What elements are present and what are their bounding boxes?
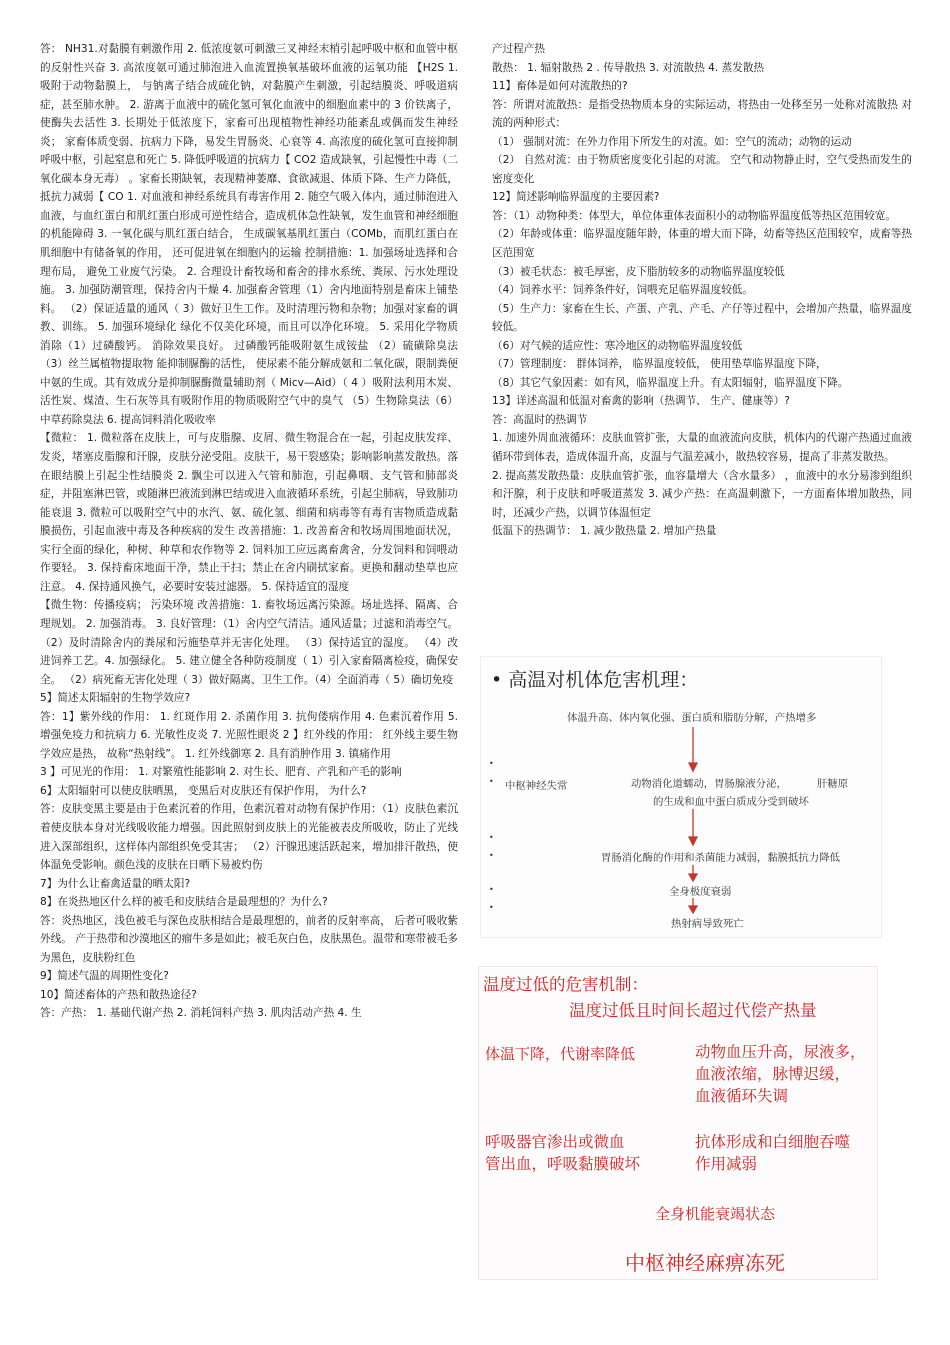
final-state: 全身机能衰竭状态 (655, 1205, 776, 1223)
flow-step: 的生成和血中蛋白质成分受到破坏 (653, 796, 809, 808)
question-heading: 13】详述高温和低温对畜禽的影响（热调节、 生产、健康等）? (492, 395, 790, 408)
bullet-icon: • (489, 885, 494, 894)
question-heading: 10】简述畜体的产热和散热途径? (40, 988, 197, 1001)
flow-step: 热射病导致死亡 (671, 918, 744, 930)
paragraph: 答：1】紫外线的作用： 1. 红斑作用 2. 杀菌作用 3. 抗佝偻病作用 4. 色素沉着作用 5. 增强免疫力和抗病力 6. 光敏性皮炎 7. 光照性眼炎 2 】红外线的作用： 红外线主要生物学效应是热， 故称“热射线”。 1. 红外线御寒 2. 具有消肿作用 3. 镇痛作用 (40, 710, 458, 760)
effect-line: 血液循环失调 (695, 1087, 789, 1105)
paragraph: （6）对气候的适应性：寒冷地区的动物临界温度较低 (492, 339, 743, 352)
paragraph: 答： NH31.对黏膜有刺激作用 2. 低浓度氨可刺激三叉神经末梢引起呼吸中枢和血管中枢的反射性兴奋 3. 高浓度氨可通过肺泡进入血流置换氧基破坏血液的运氧功能 【H2S 1. 吸附于动物黏膜上， 与钠离子结合成硫化钠，对黏膜产生刺激，引起结膜炎、呼吸道病症，甚至肺水肿。 2. 游离于血液中的硫化氢可氧化血液中的细胞血素中的 3 价铁离子，使酶失去活性 3. 长期处于低浓度下，家畜可出现植物性神经功能紊乱或偶而发生神经炎； 家畜体质变弱、抗病力下降，易发生胃肠炎、心衰等 4. 高浓度的硫化氢可直接抑制呼吸中枢，引起窒息和死亡 5. 降低呼吸道的抗病力【 CO2 造成缺氧，引起慢性中毒（二氧化碳本身无毒） 。家畜长期缺氧，表现精神萎靡、食欲减退、体质下降、生产力降低，抵抗力减弱【 CO 1. 对血液和神经系统具有毒害作用 2. 随空气吸入体内，通过肺泡进入血液，与血红蛋白和肌红蛋白形成可逆性结合，造成机体急性缺氧，发生血管和神经细胞的机能障碍 3. 一氧化碳与肌红蛋白结合， 生成碳氧基肌红蛋白（COMb，而肌红蛋白在肌细胞中有储备氧的作用， 还可促进氧在细胞内的运输 控制措施：1. 加强场址选择和合理布局， 避免工业废气污染。 2. 合理设计畜牧场和畜舍的排水系统、粪尿、污水处理设施。 3. 加强防潮管理，保持舍内干燥 4. 加强畜舍管理（1）舍内地面特别是畜床上铺垫料。 （2）保证适量的通风（ 3）做好卫生工作。及时清理污物和杂物；加强对家畜的调教、训练。 5. 加强环境绿化 绿化不仅美化环境，而且可以净化环境。 5. 采用化学物质消除（1）过磷酸钙。 消除效果良好。 过磷酸钙能吸附氨生成铵盐 （2）硫磺除臭法 （3）丝兰属植物提取物 能抑制脲酶的活性， 使尿素不能分解成氨和二氧化碳，限制粪便中氨的生成。其有效成分是抑制脲酶微量辅助剂（ Micv—Aid）（ 4 ）吸附法利用木炭、活性炭、煤渣、生石灰等具有吸附作用的物质吸附空气中的臭气 （5）生物除臭法（6）中草药除臭法 6. 提高饲料消化吸收率 (40, 43, 458, 426)
paragraph: 产过程产热 (492, 43, 545, 55)
figure-title: • 高温对机体危害机理： (491, 669, 699, 691)
effect-line: 管出血，呼吸黏膜破坏 (485, 1155, 641, 1173)
paragraph: 答：炎热地区，浅色被毛与深色皮肤相结合是最理想的，前者的反射率高， 后者可吸收紫外线。 产于热带和沙漠地区的瘤牛多是如此；被毛灰白色，皮肤黑色。温带和寒带被毛多为黑色，皮肤粉红色 (40, 914, 458, 964)
flow-step: 体温升高、体内氧化强、蛋白质和脂肪分解，产热增多 (567, 712, 817, 724)
effect-line: 呼吸器官渗出或微血 (485, 1133, 625, 1151)
question-heading: 6】太阳辐射可以使皮肤晒黑， 变黑后对皮肤还有保护作用， 为什么? (40, 784, 367, 797)
effect-line: 动物血压升高，尿液多， (695, 1043, 866, 1061)
bullet-icon: • (489, 851, 494, 860)
flow-step: 全身极度衰弱 (669, 886, 732, 898)
figure-subtitle: 温度过低且时间长超过代偿产热量 (569, 1001, 817, 1020)
paragraph: 散热： 1. 辐射散热 2 . 传导散热 3. 对流散热 4. 蒸发散热 (492, 61, 765, 74)
paragraph: 答：皮肤变黑主要是由于色素沉着的作用，色素沉着对动物有保护作用：（1）皮肤色素沉着使皮肤本身对光线吸收能力增强。因此照射到皮肤上的光能被表皮所吸收，防止了光线进入深部组织，这样体内部组织免受其害； （2）汗腺迅速活跃起来，增加排汗散热，使体温免受影响。颜色浅的皮肤在日晒下易被灼伤 (40, 803, 458, 872)
paragraph: （3）被毛状态：被毛厚密，皮下脂肪较多的动物临界温度较低 (492, 265, 785, 278)
question-heading: 9】简述气温的周期性变化? (40, 970, 169, 983)
effect-text (695, 1131, 850, 1175)
paragraph: （4）饲养水平：饲养条件好，饲喂充足临界温度较低。 (492, 284, 753, 297)
flow-step: 肝糖原 (817, 778, 849, 790)
bullet-icon: • (489, 777, 494, 786)
effect-text (695, 1041, 866, 1107)
effect-text (485, 1131, 640, 1175)
effect-line: 抗体形成和白细胞吞噬 (695, 1133, 851, 1151)
arrow-head (689, 837, 697, 845)
question-heading: 11】畜体是如何对流散热的? (492, 80, 628, 93)
paragraph: 【微生物：传播疫病； 污染环境 改善措施：1. 畜牧场远离污染源。场址选择、隔离、合理规划。 2. 加强消毒。 3. 良好管理：（1）舍内空气清洁。通风适量；过滤和消毒空气。 （2）及时清除舍内的粪尿和污施垫草并无害化处理。 （3）保持适宜的湿度。 （4）改进饲养工艺。4. 加强绿化。 5. 建立健全各种防疫制度（ 1）引入家畜隔离检疫，确保安全。 （2）病死畜无害化处理（ 3）做好隔离、卫生工作。（4）全面消毒（ 5）确切免疫 (40, 599, 458, 686)
flow-arrows (481, 657, 881, 937)
paragraph: 1. 加速外周血液循环：皮肤血管扩张，大量的血液流向皮肤，机体内的代谢产热通过血液循环带到体表，造成体温升高，皮温与气温差减小，散热较容易，提高了非蒸发散热。 (492, 432, 912, 464)
bullet-icon: • (489, 833, 494, 842)
paragraph: 3 】可见光的作用： 1. 对繁殖性能影响 2. 对生长、肥育、产乳和产毛的影响 (40, 766, 402, 779)
bullet-icon: • (489, 903, 494, 912)
flow-step: 动物消化道蠕动，胃肠腺液分泌， (631, 778, 787, 790)
paragraph: （1） 强制对流：在外力作用下所发生的对流。如：空气的流动；动物的运动 (492, 135, 852, 148)
paragraph: （5）生产力：家畜在生长、产蛋、产乳、产毛、产仔等过程中，会增加产热量，临界温度较低。 (492, 302, 912, 334)
paragraph: （2）年龄或体重：临界温度随年龄，体重的增大而下降，幼畜等热区范围较窄，成畜等热区范围宽 (492, 228, 912, 260)
arrow-head (689, 763, 697, 771)
paragraph: 答：所谓对流散热：是指受热物质本身的实际运动，将热由一处移至另一处称对流散热 对流的两种形式： (492, 98, 912, 130)
effect-line: 血液浓缩，脉博迟缓， (695, 1065, 851, 1083)
paragraph: 答：（1）动物种类：体型大，单位体重体表面积小的动物临界温度低等热区范围较宽。 (492, 209, 896, 222)
effect-text: 体温下降，代谢率降低 (485, 1045, 636, 1063)
heat-mechanism-figure (480, 656, 882, 938)
right-column (492, 40, 912, 640)
question-heading: 8】在炎热地区什么样的被毛和皮肤结合是最理想的？为什么? (40, 896, 328, 909)
question-heading: 12】简述影响临界温度的主要因素? (492, 191, 660, 204)
paragraph: （7）管理制度： 群体饲养， 临界温度较低， 使用垫草临界温度下降， (492, 358, 827, 371)
paragraph: 答：产热： 1. 基础代谢产热 2. 消耗饲料产热 3. 肌肉活动产热 4. 生 (40, 1007, 362, 1020)
arrow-head (689, 874, 697, 881)
left-column (40, 40, 458, 1300)
arrow-head (689, 906, 697, 913)
paragraph: （2） 自然对流：由于物质密度变化引起的对流。 空气和动物静止时，空气受热而发生的密度变化 (492, 154, 912, 185)
question-heading: 5】简述太阳辐射的生物学效应? (40, 692, 191, 705)
paragraph: 答：高温时的热调节 (492, 413, 588, 426)
flow-step: 中枢神经失常 (505, 780, 568, 792)
flow-step: 胃肠消化酶的作用和杀菌能力减弱，黏膜抵抗力降低 (601, 852, 840, 864)
final-outcome: 中枢神经麻痹冻死 (625, 1251, 785, 1275)
bullet-icon: • (489, 759, 494, 768)
question-heading: 7】为什么让畜禽适量的晒太阳? (40, 877, 191, 890)
paragraph: 低温下的热调节： 1. 减少散热量 2. 增加产热量 (492, 525, 717, 538)
effect-line: 作用减弱 (695, 1155, 758, 1173)
cold-mechanism-figure (478, 966, 878, 1280)
figure-title: 温度过低的危害机制： (483, 975, 648, 994)
paragraph: 2. 提高蒸发散热量：皮肤血管扩张，血容量增大（含水量多） ，血液中的水分易渗到组织和汗腺，利于皮肤和呼吸道蒸发 3. 减少产热：在高温刺激下，一方面畜体增加散热，同时，还减少产热，以调节体温恒定 (492, 469, 912, 519)
paragraph: 【微粒： 1. 微粒落在皮肤上，可与皮脂腺、皮屑、微生物混合在一起，引起皮肤发痒、发炎，堵塞皮脂腺和汗腺，皮肤分泌受阻。皮肤干，易干裂感染；影响影响蒸发散热。落在眼结膜上引起尘性结膜炎 2. 飘尘可以进入气管和肺泡，引起鼻咽、支气管和肺部炎症，并阻塞淋巴管，或随淋巴液流到淋巴结或进入血液循环系统，引起尘肺病，导致肺功能衰退 3. 微粒可以吸附空气中的水汽、氨、硫化氢、细菌和病毒等有毒有害物质造成黏膜损伤，引起血液中毒及各种疾病的发生 改善措施：1. 改善畜舍和牧场周围地面状况， 实行全面的绿化，种树、种草和农作物等 2. 饲料加工应远离畜禽舍，分发饲料和饲喂动作要轻。 3. 保持畜床地面干净，禁止干扫；禁止在舍内刷拭家畜。更换和翻动垫草也应注意。 4. 保持通风换气，必要时安装过滤器。 5. 保持适宜的湿度 (40, 432, 458, 593)
paragraph: （8）其它气象因素：如有风，临界温度上升。有太阳辐射，临界温度下降。 (492, 376, 849, 389)
